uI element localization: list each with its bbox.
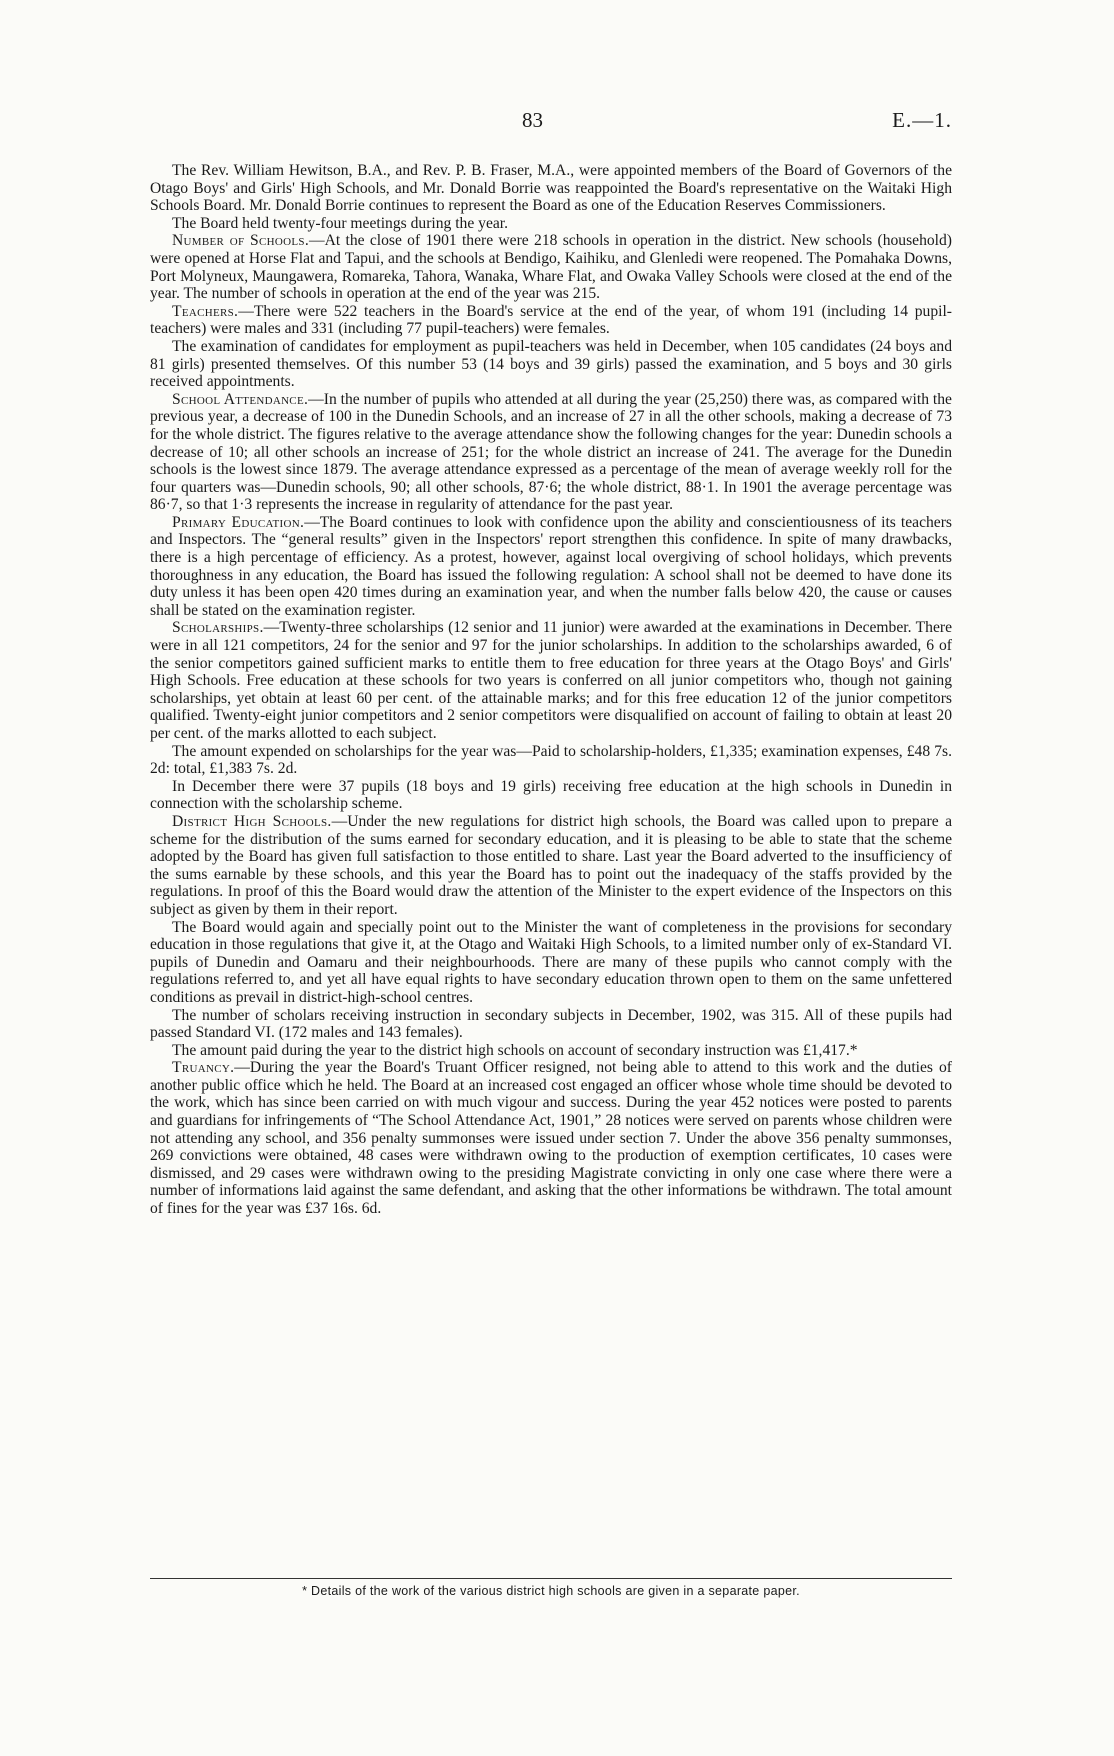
- paragraph-school-attendance: School Attendance.—In the number of pupils who attended at all during the year (25,250) there was, as compared with the previous year, a decrease of 100 in the Dunedin Schools, and an increase of 27 in all the other schools, making a decrease of 73 for the whole district. The figures relative to the average attendance show the following changes for the year: Dunedin schools a decrease of 10; all other schools an increase of 251; for the whole district an increase of 241. The average for the Dunedin schools is the lowest since 1879. The average attendance expressed as a percentage of the mean of average weekly roll for the four quarters was—Dunedin schools, 90; all other schools, 87·6; the whole district, 88·1. In 1901 the average percentage was 86·7, so that 1·3 represents the increase in regularity of attendance for the past year.: [150, 390, 952, 514]
- section-heading: District High Schools.: [172, 812, 332, 830]
- paragraph-pupil-teacher-exam: The examination of candidates for employment as pupil-teachers was held in December, when 105 candidates (24 boys and 81 girls) presented themselves. Of this number 53 (14 boys and 39 girls) passed the examination, and 5 boys and 30 girls received appointments.: [150, 337, 952, 391]
- section-heading: Primary Education.: [172, 513, 305, 531]
- paragraph-primary-education: Primary Education.—The Board continues to look with confidence upon the ability and conscientiousness of its teachers and Inspectors. The “general results” given in the Inspectors' report strengthen this confidence. In spite of many drawbacks, there is a high percentage of efficiency. As a protest, however, against local overgiving of school holidays, which prevents thoroughness in any education, the Board has issued the following regulation: A school shall not be deemed to have done its duty unless it has been open 420 times during an examination year, and when the number falls below 420, the cause or causes shall be stated on the examination register.: [150, 513, 952, 619]
- paragraph-truancy: Truancy.—During the year the Board's Truant Officer resigned, not being able to attend to this work and the duties of another public office which he held. The Board at an increased cost engaged an officer whose whole time should be devoted to the work, which has since been carried on with much vigour and success. During the year 452 notices were posted to parents and guardians for infringements of “The School Attendance Act, 1901,” 28 notices were served on parents whose children were not attending any school, and 356 penalty summonses were issued under section 7. Under the above 356 penalty summonses, 269 convictions were obtained, 48 cases were withdrawn owing to the production of exemption certificates, 10 cases were dismissed, and 29 cases were withdrawn owing to the presiding Magistrate convicting in only one case where there were a number of informations laid against the same defendant, and asking that the other informations be withdrawn. The total amount of fines for the year was £37 16s. 6d.: [150, 1059, 952, 1218]
- page-number: 83: [522, 108, 543, 132]
- paragraph-number-of-schools: Number of Schools.—At the close of 1901 there were 218 schools in operation in the district. New schools (household) were opened at Horse Flat and Tapui, and the schools at Bendigo, Kaihiku, and Glenledi were reopened. The Pomahaka Downs, Port Molyneux, Maungawera, Romareka, Tahora, Wanaka, Whare Flat, and Owaka Valley Schools were closed at the end of the year. The number of schools in operation at the end of the year was 215.: [150, 232, 952, 303]
- section-heading: Number of Schools.: [172, 232, 310, 250]
- section-heading: Truancy.: [172, 1059, 235, 1077]
- section-heading: Scholarships.: [172, 619, 264, 637]
- section-heading: School Attendance.: [172, 390, 309, 408]
- paragraph-free-education: In December there were 37 pupils (18 boys and 19 girls) receiving free education at the high schools in Dunedin in connection with the scholarship scheme.: [150, 777, 952, 813]
- document-code: E.—1.: [892, 108, 952, 132]
- paragraph-scholarships: Scholarships.—Twenty-three scholarships (12 senior and 11 junior) were awarded at the examinations in December. There were in all 121 competitors, 24 for the senior and 97 for the junior scholarships. In addition to the scholarships awarded, 6 of the senior competitors gained sufficient marks to entitle them to free education for three years at the Otago Boys' and Girls' High Schools. Free education at these schools for two years is conferred on all junior competitors who, though not gaining scholarships, yet obtain at least 60 per cent. of the attainable marks; and for this free education 12 of the junior competitors qualified. Twenty-eight junior competitors and 2 senior competitors were disqualified on account of failing to obtain at least 20 per cent. of the marks allotted to each subject.: [150, 619, 952, 742]
- paragraph-scholarship-expenses: The amount expended on scholarships for the year was—Paid to scholarship-holders, £1,335; examination expenses, £48 7s. 2d: total, £1,383 7s. 2d.: [150, 742, 952, 778]
- running-head: [150, 108, 952, 138]
- paragraph-teachers: Teachers.—There were 522 teachers in the Board's service at the end of the year, of whom 191 (including 14 pupil-teachers) were males and 331 (including 77 pupil-teachers) were females.: [150, 302, 952, 338]
- footnote: * Details of the work of the various district high schools are given in a separate paper.: [302, 1584, 800, 1598]
- paragraph-secondary-payment: The amount paid during the year to the district high schools on account of secondary instruction was £1,417.*: [172, 1041, 858, 1059]
- paragraph-secondary-provisions: The Board would again and specially point out to the Minister the want of completeness in the provisions for secondary education in those regulations that give it, at the Otago and Waitaki High Schools, to a limited number only of ex-Standard VI. pupils of Dunedin and Oamaru and their neighbourhoods. There are many of these pupils who cannot comply with the regulations referred to, and yet all have equal rights to have secondary education thrown open to them on the same unfettered conditions as prevail in district-high-school centres.: [150, 918, 952, 1006]
- paragraph-secondary-scholars: The number of scholars receiving instruction in secondary subjects in December, 1902, was 315. All of these pupils had passed Standard VI. (172 males and 143 females).: [150, 1006, 952, 1042]
- footnote-rule: [150, 1578, 952, 1579]
- body-text: [150, 162, 952, 1218]
- paragraph-meetings: The Board held twenty-four meetings during the year.: [172, 214, 509, 232]
- paragraph-district-high-schools: District High Schools.—Under the new regulations for district high schools, the Board was called upon to prepare a scheme for the distribution of the sums earned for secondary education, and it is pleasing to be able to state that the scheme adopted by the Board has given full satisfaction to those entitled to share. Last year the Board adverted to the insufficiency of the sums earnable by these schools, and this year the Board has to point out the inadequacy of the staffs provided by the regulations. In proof of this the Board would draw the attention of the Minister to the expert evidence of the Inspectors on this subject as given by them in their report.: [150, 812, 952, 918]
- section-heading: Teachers.: [172, 302, 239, 320]
- paragraph-board-members: The Rev. William Hewitson, B.A., and Rev. P. B. Fraser, M.A., were appointed members of the Board of Governors of the Otago Boys' and Girls' High Schools, and Mr. Donald Borrie was reappointed the Board's representative on the Waitaki High Schools Board. Mr. Donald Borrie continues to represent the Board as one of the Education Reserves Commissioners.: [150, 162, 952, 215]
